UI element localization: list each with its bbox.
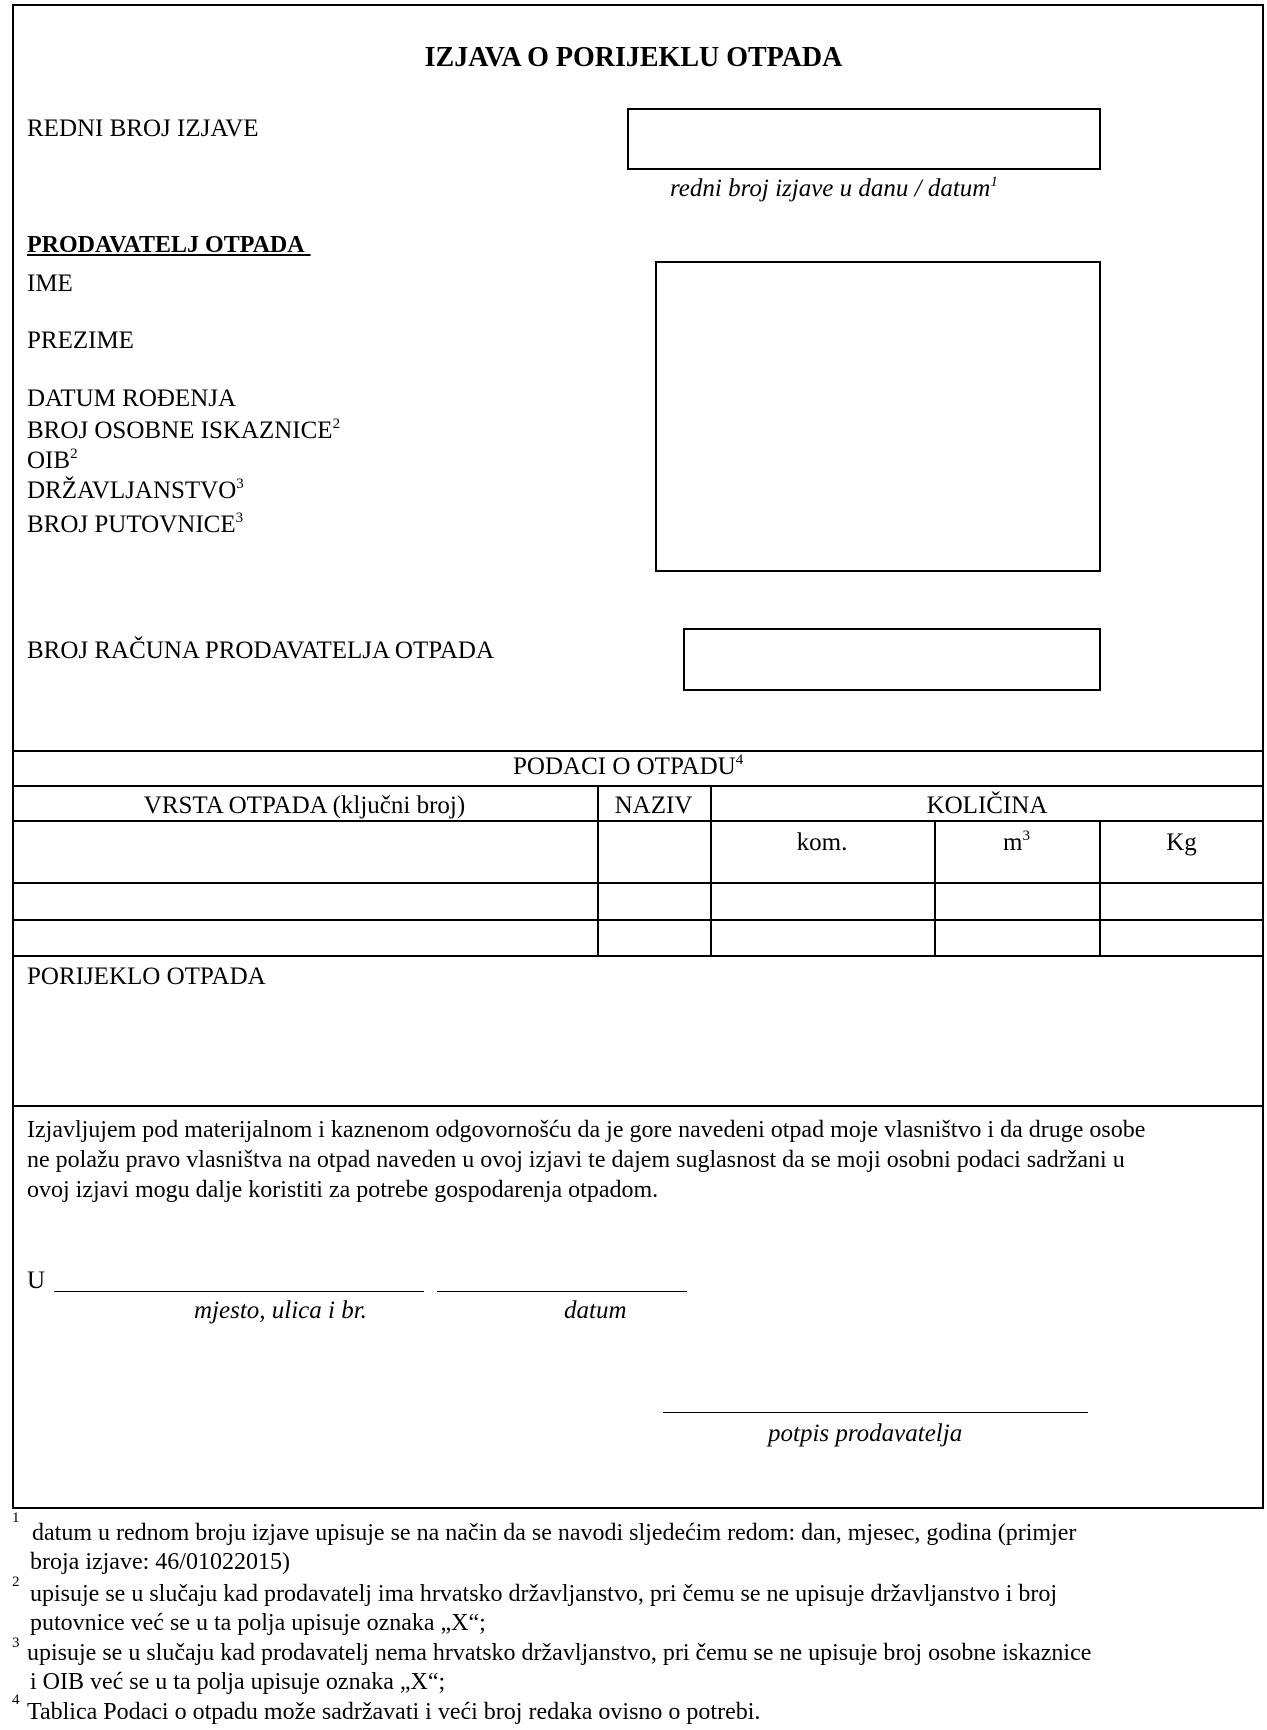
seller-data-box[interactable] — [655, 261, 1101, 572]
col-header-quantity: KOLIČINA — [926, 792, 1048, 819]
seller-field-passport: BROJ PUTOVNICE$^3$ — [27, 510, 244, 538]
seller-field-oib: OIB$^2$ — [27, 446, 78, 474]
footnote-line: Tablica Podaci o otpadu može sadržavati i veći broj redaka ovisno o potrebi. — [27, 1699, 761, 1725]
footnote-line: datum u rednom broju izjave upisuje se na način da se navodi sljedećim redom: dan, mjesec, godina (primjer — [32, 1520, 1077, 1546]
seller-heading: PRODAVATELJ OTPADA — [27, 232, 305, 258]
account-label: BROJ RAČUNA PRODAVATELJA OTPADA — [27, 637, 495, 664]
seller-field-birth-date: DATUM ROĐENJA — [27, 385, 237, 412]
seller-field-citizenship: DRŽAVLJANSTVO$^3$ — [27, 476, 244, 504]
seller-field-last-name: PREZIME — [27, 327, 134, 354]
col-header-name: NAZIV — [614, 792, 693, 819]
waste-data-heading: PODACI O OTPADU$^4$ — [513, 752, 744, 780]
rule — [12, 1105, 1264, 1107]
unit-cubic-meters: $m^3$ — [1003, 828, 1030, 856]
place-caption: mjesto, ulica i br. — [194, 1297, 367, 1324]
footnote: 4 — [12, 1692, 20, 1708]
col-header-type: VRSTA OTPADA (ključni broj) — [143, 792, 466, 819]
place-prefix: U — [27, 1267, 46, 1294]
footnote: 3 — [12, 1635, 20, 1651]
rule — [12, 785, 1264, 787]
origin-label: PORIJEKLO OTPADA — [27, 963, 266, 990]
footnote-line: putovnice već se u ta polja upisuje oznaka „X“; — [30, 1610, 486, 1636]
signature-line[interactable] — [663, 1412, 1088, 1413]
rule — [12, 955, 1264, 957]
date-line[interactable] — [437, 1291, 687, 1292]
declaration-line: ne polažu pravo vlasništva na otpad naveden u ovoj izjavi te dajem suglasnost da se moji osobni podaci sadržani u — [27, 1147, 1125, 1173]
footnote: 1 — [12, 1510, 20, 1526]
rule — [12, 882, 1264, 884]
footnote: 2 — [12, 1574, 20, 1590]
place-line[interactable] — [54, 1291, 424, 1292]
footnote-line: upisuje se u slučaju kad prodavatelj ima hrvatsko državljanstvo, pri čemu se ne upisuje državljanstvo i broj — [30, 1581, 1058, 1607]
declaration-line: Izjavljujem pod materijalnom i kaznenom odgovornošću da je gore navedeni otpad moje vlasništvo i da druge osobe — [27, 1117, 1146, 1143]
footnote-line: upisuje se u slučaju kad prodavatelj nema hrvatsko državljanstvo, pri čemu se ne upisuje broj osobne iskaznice — [27, 1640, 1092, 1666]
date-caption: datum — [564, 1297, 627, 1324]
footnote-line: i OIB već se u ta polja upisuje oznaka „X“; — [30, 1669, 446, 1695]
unit-pieces: kom. — [796, 829, 848, 856]
rule — [12, 820, 1264, 822]
signature-caption: potpis prodavatelja — [768, 1420, 963, 1447]
serial-number-label: REDNI BROJ IZJAVE — [27, 115, 259, 142]
footnote-line: broja izjave: 46/01022015) — [30, 1549, 290, 1575]
account-field[interactable] — [683, 628, 1101, 691]
form-title: IZJAVA O PORIJEKLU OTPADA — [424, 42, 843, 73]
seller-field-id-card: BROJ OSOBNE ISKAZNICE$^2$ — [27, 416, 341, 444]
serial-number-field[interactable] — [627, 108, 1101, 170]
unit-kilograms: Kg — [1166, 829, 1197, 856]
seller-field-first-name: IME — [27, 270, 73, 297]
rule — [12, 919, 1264, 921]
serial-number-caption: redni broj izjave u danu / datum$^1$ — [670, 174, 998, 202]
rule — [12, 750, 1264, 752]
declaration-line: ovoj izjavi mogu dalje koristiti za potrebe gospodarenja otpadom. — [27, 1177, 659, 1203]
